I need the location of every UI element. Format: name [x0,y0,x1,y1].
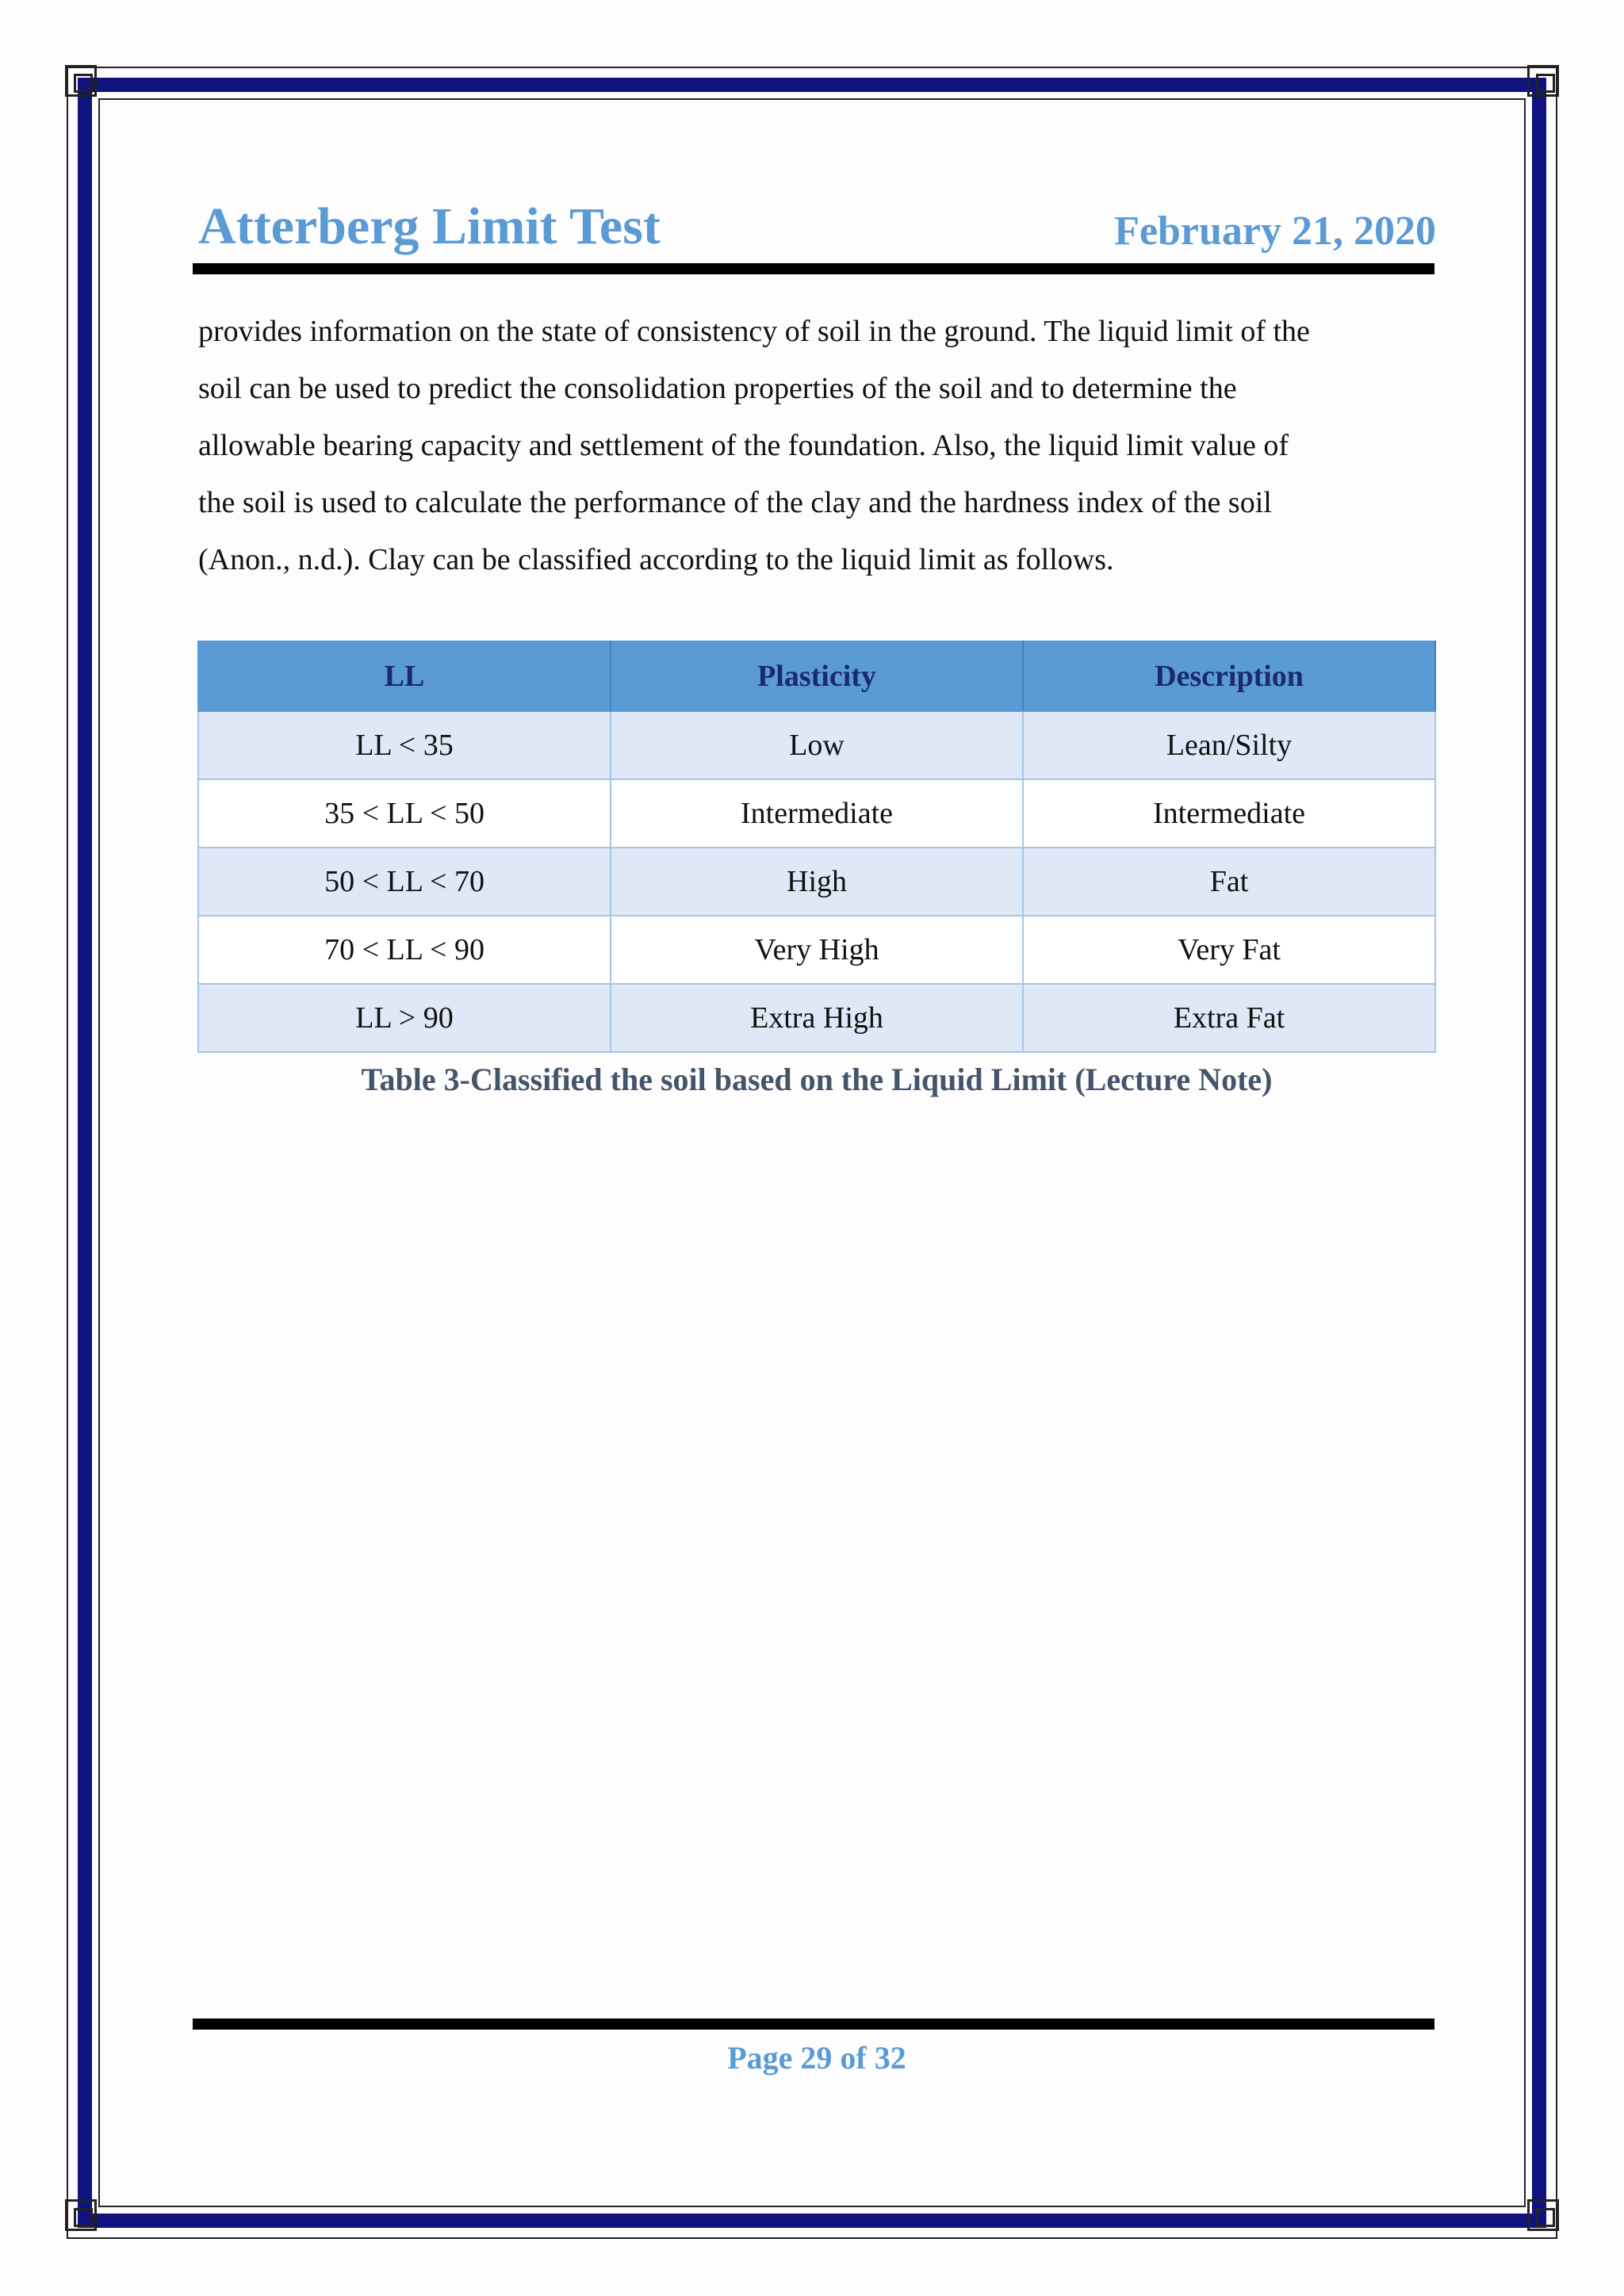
cell-plasticity: High [611,848,1023,916]
body-line: (Anon., n.d.). Clay can be classified according to the liquid limit as follows. [198,543,1114,576]
table-row [198,848,1435,916]
body-line: the soil is used to calculate the performance of the clay and the hardness index of the soil [198,486,1272,519]
body-line: soil can be used to predict the consolidation properties of the soil and to determine the [198,372,1237,405]
cell-plasticity: Low [611,711,1023,779]
footer-rule [193,2019,1434,2030]
cell-plasticity: Very High [611,916,1023,984]
document-title: Atterberg Limit Test [198,197,661,255]
cell-ll: 50 < LL < 70 [198,848,611,916]
corner-ornament-bottom-right [1527,2199,1559,2231]
table-header-row [198,641,1435,711]
cell-ll: 35 < LL < 50 [198,779,611,848]
cell-ll: LL > 90 [198,984,611,1052]
cell-description: Very Fat [1023,916,1435,984]
cell-description: Intermediate [1023,779,1435,848]
cell-plasticity: Intermediate [611,779,1023,848]
table-row [198,916,1435,984]
body-line: provides information on the state of consistency of soil in the ground. The liquid limit of the [198,315,1310,348]
liquid-limit-table [197,641,1436,1053]
body-line: allowable bearing capacity and settlement of the foundation. Also, the liquid limit value of [198,429,1289,462]
cell-description: Fat [1023,848,1435,916]
column-header-description: Description [1023,641,1435,711]
column-header-ll: LL [198,641,611,711]
table-row [198,779,1435,848]
body-paragraph [198,303,1435,588]
corner-ornament-bottom-left [65,2199,97,2231]
cell-description: Extra Fat [1023,984,1435,1052]
cell-plasticity: Extra High [611,984,1023,1052]
cell-description: Lean/Silty [1023,711,1435,779]
table-row [198,984,1435,1052]
corner-ornament-top-left [65,65,97,97]
cell-ll: 70 < LL < 90 [198,916,611,984]
table-caption: Table 3-Classified the soil based on the Liquid Limit (Lecture Note) [361,1062,1273,1097]
page-number: Page 29 of 32 [727,2040,906,2076]
header-rule [193,263,1434,274]
corner-ornament-top-right [1527,65,1559,97]
cell-ll: LL < 35 [198,711,611,779]
table-row [198,711,1435,779]
document-date: February 21, 2020 [1114,209,1436,254]
column-header-plasticity: Plasticity [611,641,1023,711]
